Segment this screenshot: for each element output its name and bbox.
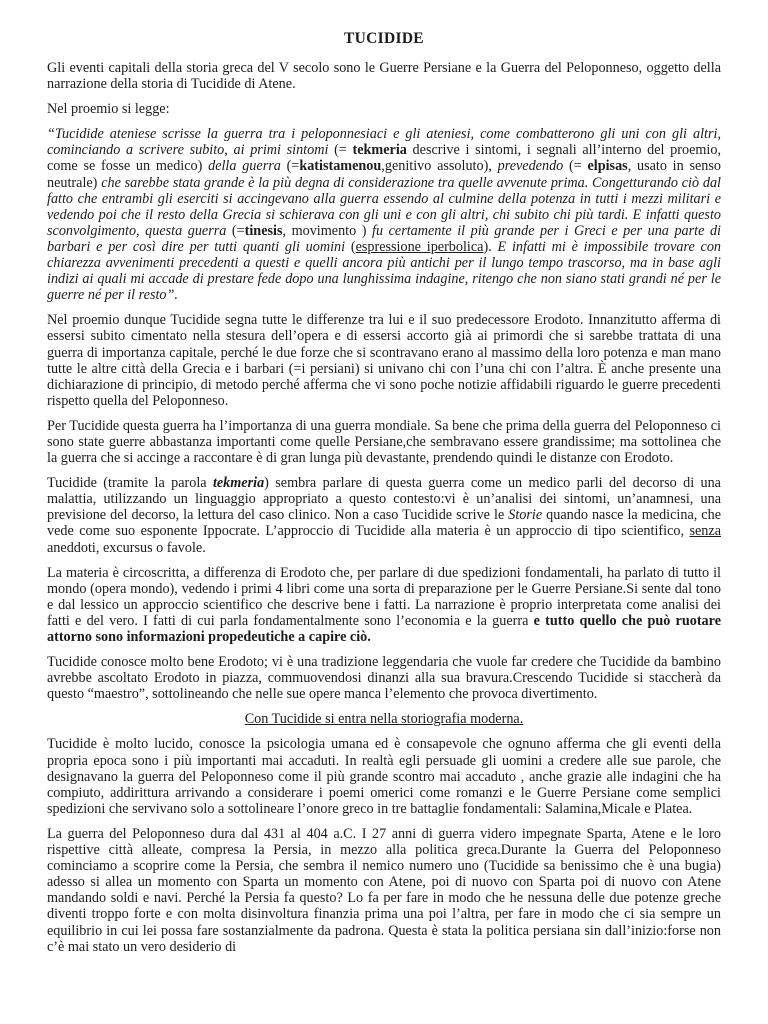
paragraph-psychology: Tucidide è molto lucido, conosce la psicologia umana ed è consapevole che ognuno afferma che gli eventi della propria epoca sono i più importanti mai accaduti. In realtà egli persuade gli uomini a credere alle sue parole, che designavano la guerra del Peloponneso come il più grande scontro mai accaduto , anche grazie alle indagini che ha compiuto, addirittura arrivando a considerare i poemi omerici come romanzi e le Guerre Persiane come semplici spedizioni che servivano solo a sottolineare l’onore greco in tre battaglie fondamentali: Salamina,Micale e Platea. [47,736,721,817]
underlined-note: espressione iperbolica [355,238,484,255]
term-tekmeria: tekmeria [212,475,265,492]
paragraph-proem-analysis: Nel proemio dunque Tucidide segna tutte le differenze tra lui e il suo predecessore Erodoto. Innanzitutto afferma di essersi subito cimentato nella stesura dell’opera e di essersi accorto già ai primordi che si sarebbe trattata di una guerra di importanza capitale, perché le due forze che si scontravano erano al massimo della loro potenza e man mano tutte le altre città della Grecia e i barbari (=i persiani) si univano chi con l’una chi con l’altra. È anche presente una dichiarazione di principio, di metodo perché afferma che vi sono poche notizie affidabili riguardo le guerre precedenti rispetto quella del Peloponneso. [47,312,721,409]
quote-text: prevedendo [497,158,564,175]
quote-gloss: ). [483,238,498,255]
text-run: La materia è circoscritta, a differenza di Erodoto che, per parlare di due spedizioni fondamentali, ha parlato di tutto il mondo (opera mondo), vedendo i primi 4 libri come una sorta di preparazione per le Guerre Persiane.Si sente dal tono e dal lessico un approccio scientifico che descrive bene i fatti. La narrazione è proprio interpretata come analisi dei fatti e del vero. I fatti di cui parla fondamentalmente sono l’economia e la guerra [47,564,721,629]
greek-term-elpisas: elpisas [587,158,628,175]
page-title: TUCIDIDE [344,30,424,47]
quote-gloss: descrive i sintomi, i segnali all’interno del proemio, come se fosse un medico) [47,142,721,175]
paragraph-medical-method [47,475,721,555]
quote-gloss: , movimento ) [282,222,373,239]
text-run: ) sembra parlare di questa guerra come un medico parli del decorso di una malattia, utilizzando un linguaggio appropriato a questo contesto:vi è un’analisi dei sintomi, un’anamnesi, una previsione del decorso, la lettura del caso clinico. Non a caso Tucidide scrive le [47,475,721,524]
title-storie: Storie [508,507,543,524]
paragraph-peloponnesian-war: La guerra del Peloponneso dura dal 431 al 404 a.C. I 27 anni di guerra videro impegnate Sparta, Atene e le loro rispettive città alleate, compresa la Persia, in mezzo alla politica greca.Durante la Guerra del Peloponneso cominciamo a scoprire come la Persia, che sembra il nemico numero uno (Tucidide sa benissimo che è una bugia) adesso si allea un momento con Sparta un momento con Atene, poi di nuovo con Sparta poi di nuovo con Atene mandando soldi e navi. Perché la Persia fa questo? Lo fa per fare in modo che he nessuna delle due potenze greche diventi troppo forte e con molta disinvoltura finanzia prima una poi l’altra, per fare in modo che ci sia sempre un equilibrio in cui lei possa fare sostanzialmente da padrona. Questa è stata la politica persiana sin dall’inizio:forse non c’è mai stato un vero desiderio di [47,825,721,955]
paragraph-intro: Gli eventi capitali della storia greca del V secolo sono le Guerre Persiane e la Guerra del Peloponneso, oggetto della narrazione della storia di Tucidide di Atene. [47,60,721,93]
quote-gloss: , usato in senso neutrale) [47,158,721,191]
paragraph-world-war: Per Tucidide questa guerra ha l’importanza di una guerra mondiale. Sa bene che prima della guerra del Peloponneso ci sono state guerre abbastanza importanti come quelle Persiane,che sembravano essere grandissime; ma sottolinea che la guerra che si accinge a raccontare è di gran lunga più devastante, prendendo quindi le distanze con Erodoto. [47,417,721,467]
quote-gloss: (= [563,158,588,175]
text-run: Tucidide (tramite la parola [47,475,213,492]
bold-phrase: e tutto quello che può ruotare attorno sono informazioni propedeutiche a capire ciò. [47,612,721,645]
greek-term-tinesis: tinesis [244,222,283,239]
quote-text: “Tucidide ateniese scrisse la guerra tra i peloponnesiaci e gli ateniesi, come combatterono gli uni con gli altri, cominciando a scrivere subito, ai primi sintomi [47,126,721,159]
quote-text: della guerra [208,158,281,175]
quote-gloss: ,genitivo assoluto), [381,158,498,175]
quote-gloss: (= [226,222,245,239]
underlined-word: senza [689,523,721,540]
greek-term-tekmeria: tekmeria [352,142,407,159]
section-subheading: Con Tucidide si entra nella storiografia moderna. [244,711,524,728]
greek-term-katistamenou: katistamenou [299,158,382,175]
paragraph-proem-lead: Nel proemio si legge: [47,101,170,118]
paragraph-herodotus: Tucidide conosce molto bene Erodoto; vi è una tradizione leggendaria che vuole far credere che Tucidide da bambino avrebbe ascoltato Erodoto in piazza, commuovendosi dinanzi alla sua bravura.Crescendo Tucidide si staccherà da questo “maestro”, sottolineando che nelle sue opere manca l’elemento che provoca divertimento. [47,654,721,703]
paragraph-subject-matter [47,565,721,645]
quote-text: fu certamente il più grande per i Greci e per una parte di barbari e per così dire per tutti quanti gli uomini [47,222,721,255]
text-run: quando nasce la medicina, che vede come suo esponente Ippocrate. L’approccio di Tucidide alla materia è un approccio di tipo scientifico, [47,507,721,540]
quote-text: che sarebbe stata grande è la più degna di considerazione tra quelle avvenute prima. Congetturando ciò dal fatto che entrambi gli eserciti si accingevano alla guerra essendo al culmine della potenza in tutti i mezzi militari e vedendo poi che il resto della Grecia si schierava con gli uni e con gli altri, chi subito chi più tardi. E infatti questo sconvolgimento, questa guerra [47,174,721,239]
proem-quote [47,126,721,303]
text-run: aneddoti, excursus o favole. [47,539,206,556]
quote-gloss: (= [328,142,353,159]
quote-gloss: (= [280,158,300,175]
quote-gloss: ( [345,238,356,255]
quote-text: E infatti mi è impossibile trovare con chiarezza avvenimenti precedenti a questi e quelli ancora più antichi per il lungo tempo trascorso, ma in base agli indizi ai quali mi accade di prestare fede dopo una lunghissima indagine, ritengo che non siano stati grandi né per le guerre né per il resto”. [47,238,722,304]
